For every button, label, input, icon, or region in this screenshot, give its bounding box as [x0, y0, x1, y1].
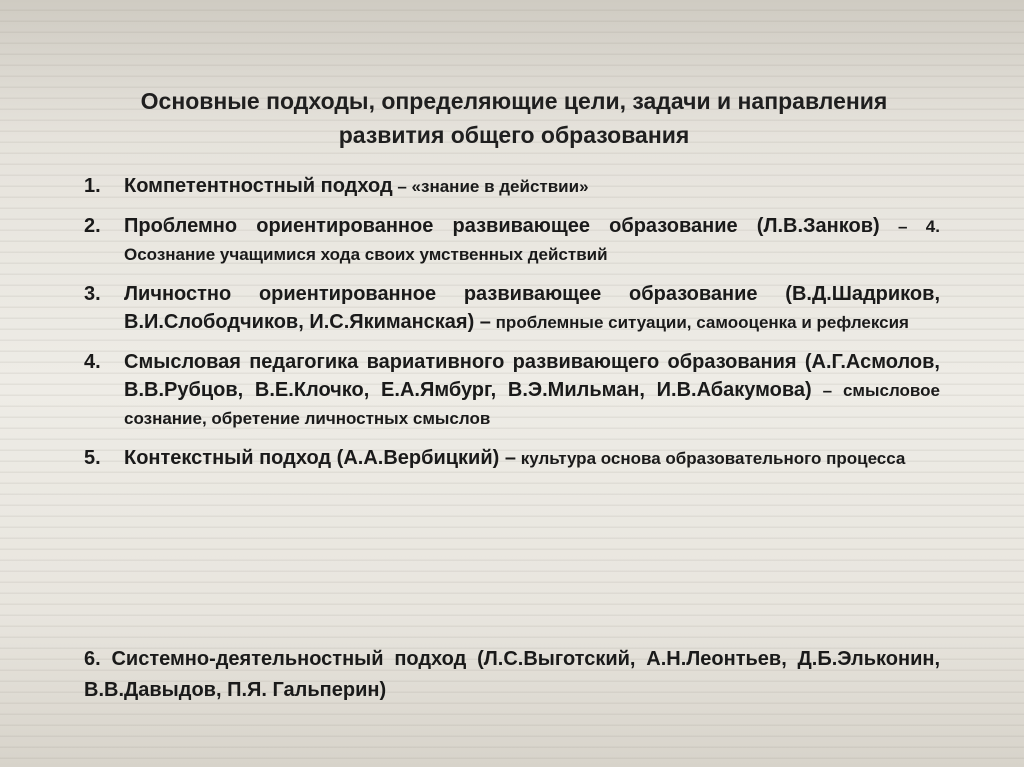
item-number: 1.	[84, 175, 101, 197]
item-sub-text: – 4. Осознание учащимися хода своих умственных действий	[124, 217, 940, 264]
item-number: 5.	[84, 447, 101, 469]
item-main-text: Проблемно ориентированное развивающее образование (Л.В.Занков)	[124, 215, 880, 237]
item-number: 3.	[84, 283, 101, 305]
item-sub-text: – смысловое сознание, обретение личностных смыслов	[124, 381, 941, 428]
list-item	[84, 172, 940, 201]
item-main-text: Компетентностный подход	[124, 175, 393, 197]
item-text	[124, 348, 940, 433]
item-text	[124, 280, 940, 337]
item-main-text: Смысловая педагогика вариативного развивающего образования (А.Г.Асмолов, В.В.Рубцов, В.Е.Клочко, Е.А.Ямбург, В.Э.Мильман, И.В.Абакумова)	[124, 351, 940, 401]
item-sub-text: культура основа образовательного процесса	[515, 449, 906, 468]
item-text	[124, 212, 940, 269]
list-item	[84, 444, 940, 473]
item-main-text: Контекстный подход (А.А.Вербицкий) –	[124, 447, 516, 469]
item-main-text: Личностно ориентированное развивающее образование (В.Д.Шадриков, В.И.Слободчиков, И.С.Якиманская) –	[124, 283, 940, 333]
item-text	[124, 172, 940, 201]
item-number: 4.	[84, 351, 101, 373]
item-sub-text: проблемные ситуации, самооценка и рефлексия	[490, 313, 909, 332]
item-number: 2.	[84, 215, 101, 237]
list-item	[84, 280, 940, 337]
item-sub-text: – «знание в действии»	[392, 177, 589, 196]
approaches-list	[84, 172, 940, 484]
item-text	[124, 444, 940, 473]
list-item-6: 6. Системно-деятельностный подход (Л.С.Выготский, А.Н.Леонтьев, Д.Б.Эльконин, В.В.Давыдов, П.Я. Гальперин)	[84, 648, 940, 701]
slide-title: Основные подходы, определяющие цели, задачи и направления развития общего образования	[140, 88, 888, 148]
list-item	[84, 348, 940, 433]
list-item	[84, 212, 940, 269]
